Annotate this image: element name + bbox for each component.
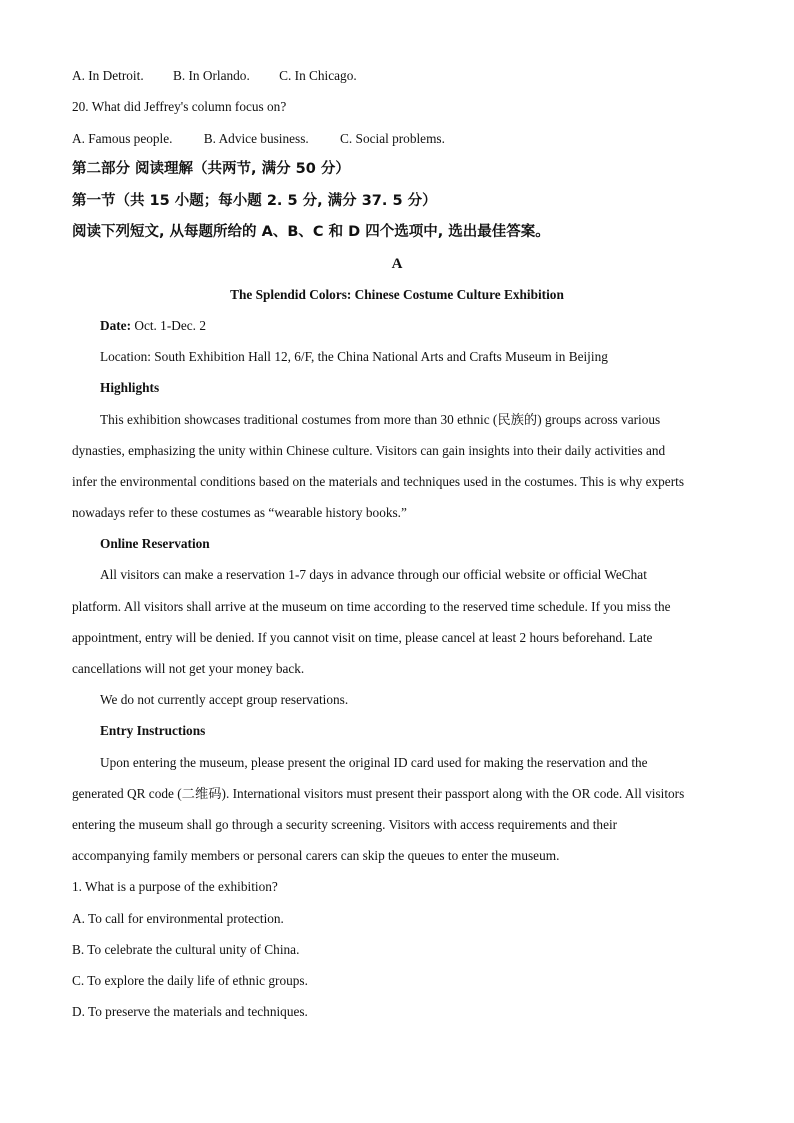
q19-options: [72, 67, 357, 85]
option-a: A. In Detroit.: [72, 68, 144, 83]
section1-heading: 第一节（共 15 小题；每小题 2. 5 分, 满分 37. 5 分）: [72, 193, 437, 209]
entry-heading: Entry Instructions: [100, 723, 206, 738]
highlights-line-2: dynasties, emphasizing the unity within Chinese culture. Visitors can gain insights into their daily activities and: [72, 443, 666, 458]
passage-title: The Splendid Colors: Chinese Costume Culture Exhibition: [230, 287, 564, 302]
date-label: Date:: [100, 318, 132, 333]
q1-option-c: C. To explore the daily life of ethnic groups.: [72, 973, 308, 988]
date-value: Oct. 1-Dec. 2: [131, 318, 206, 333]
q1-option-a: A. To call for environmental protection.: [72, 911, 284, 926]
q20-question: 20. What did Jeffrey's column focus on?: [72, 99, 287, 114]
entry-line-2: generated QR code (二维码). International visitors must present their passport along with the OR code. All visitors: [72, 786, 685, 801]
highlights-line-1: This exhibition showcases traditional costumes from more than 30 ethnic (民族的) groups across various: [100, 412, 661, 427]
option-b: B. In Orlando.: [172, 68, 250, 83]
date-line: [100, 317, 206, 335]
location-line: Location: South Exhibition Hall 12, 6/F, the China National Arts and Crafts Museum in Beijing: [100, 349, 608, 364]
highlights-line-3: infer the environmental conditions based on the materials and techniques used in the costumes. This is why experts: [72, 474, 685, 489]
reservation-heading: Online Reservation: [100, 536, 210, 551]
option-c: C. Social problems.: [340, 131, 445, 146]
reservation-line-4: cancellations will not get your money back.: [72, 661, 305, 676]
q1-option-d: D. To preserve the materials and techniques.: [72, 1004, 308, 1019]
q1-question: 1. What is a purpose of the exhibition?: [72, 879, 278, 894]
highlights-heading: Highlights: [100, 380, 160, 395]
highlights-line-4: nowadays refer to these costumes as “wearable history books.”: [72, 505, 407, 520]
reservation-line-3: appointment, entry will be denied. If you cannot visit on time, please cancel at least 2 hours beforehand. Late: [72, 630, 653, 645]
reservation-line-1: All visitors can make a reservation 1-7 days in advance through our official website or official WeChat: [100, 567, 647, 582]
entry-line-3: entering the museum shall go through a security screening. Visitors with access requirements and their: [72, 817, 618, 832]
option-c: C. In Chicago.: [279, 68, 357, 83]
part2-heading: 第二部分 阅读理解（共两节, 满分 50 分）: [72, 161, 350, 177]
entry-line-4: accompanying family members or personal carers can skip the queues to enter the museum.: [72, 848, 560, 863]
q1-option-b: B. To celebrate the cultural unity of China.: [72, 942, 300, 957]
passage-letter: A: [391, 256, 403, 272]
q20-options: [72, 130, 445, 148]
option-a: A. Famous people.: [72, 131, 173, 146]
group-note: We do not currently accept group reservations.: [100, 692, 349, 707]
reservation-line-2: platform. All visitors shall arrive at the museum on time according to the reserved time schedule. If you miss the: [72, 599, 671, 614]
instruction-heading: 阅读下列短文, 从每题所给的 A、B、C 和 D 四个选项中, 选出最佳答案。: [72, 224, 550, 240]
entry-line-1: Upon entering the museum, please present the original ID card used for making the reservation and the: [100, 755, 648, 770]
option-b: B. Advice business.: [203, 131, 309, 146]
